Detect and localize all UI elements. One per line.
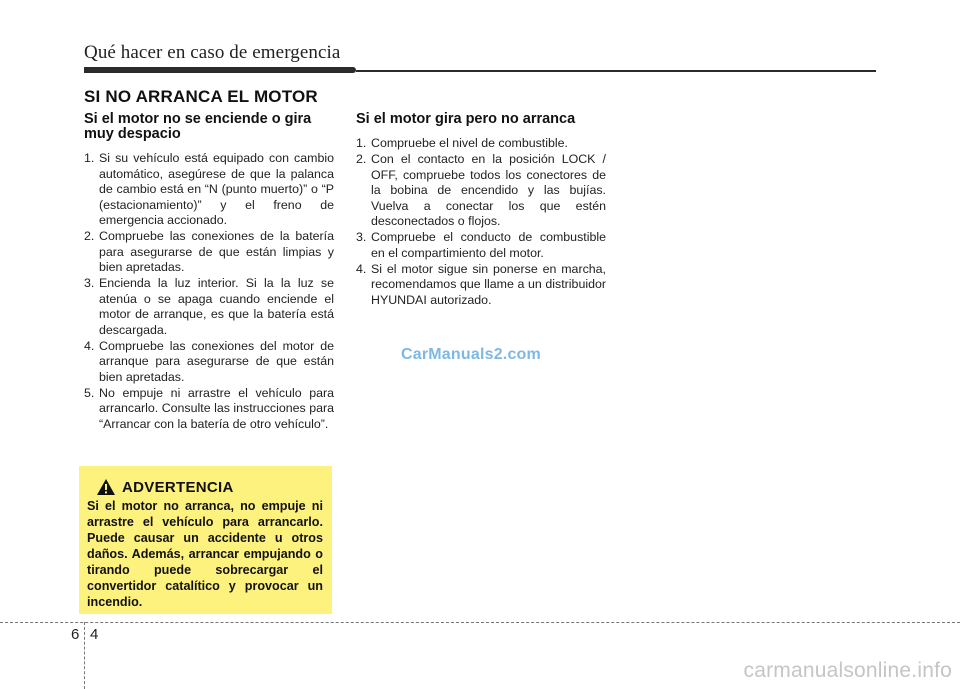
warning-title: ADVERTENCIA bbox=[122, 478, 234, 496]
list-item bbox=[84, 276, 334, 338]
warning-header bbox=[96, 478, 323, 496]
step-number: 4. bbox=[356, 261, 367, 276]
watermark-logo: CarManuals2.com bbox=[401, 346, 541, 363]
step-number: 5. bbox=[84, 385, 95, 400]
step-text: Compruebe las conexiones de la batería para asegurarse de que están limpias y bien apretadas. bbox=[99, 229, 334, 274]
list-item bbox=[84, 229, 334, 276]
list-item bbox=[84, 386, 334, 433]
list-item bbox=[356, 136, 606, 152]
list-item bbox=[84, 151, 334, 229]
header-rule-thin bbox=[356, 70, 876, 72]
step-text: Compruebe el nivel de combustible. bbox=[371, 136, 568, 150]
header-rule-thick bbox=[84, 67, 356, 73]
step-number: 3. bbox=[84, 276, 95, 290]
page-chapter-number: 6 bbox=[71, 626, 80, 643]
step-text: Compruebe las conexiones del motor de arranque para asegurarse de que están bien apretadas. bbox=[99, 338, 334, 384]
section-title: SI NO ARRANCA EL MOTOR bbox=[84, 87, 318, 106]
step-text: Encienda la luz interior. Si la la luz se atenúa o se apaga cuando enciende el motor de arranque, es que la batería está descargada. bbox=[99, 276, 334, 337]
warning-text: Si el motor no arranca, no empuje ni arrastre el vehículo para arrancarlo. Puede causar un accidente u otros daños. Además, arrancar empujando o tirando puede sobrecargar el convertidor catalítico y provocar un incendio. bbox=[87, 499, 323, 609]
list-item bbox=[356, 230, 606, 261]
step-text: Con el contacto en la posición LOCK / OFF, compruebe todos los conectores de la bobina de encendido y las bujías. Vuelva a conectar los que estén desconectados o flojos. bbox=[371, 152, 606, 228]
left-subtitle: Si el motor no se enciende o gira muy despacio bbox=[84, 111, 312, 142]
chapter-header-title: Qué hacer en caso de emergencia bbox=[84, 42, 341, 63]
left-column bbox=[84, 112, 334, 433]
step-number: 4. bbox=[84, 338, 95, 353]
right-column bbox=[356, 112, 606, 309]
page-number: 4 bbox=[90, 626, 99, 643]
list-item bbox=[356, 262, 606, 309]
footer-dotted-rule bbox=[0, 622, 960, 623]
step-number: 1. bbox=[356, 136, 367, 150]
step-text: Si su vehículo está equipado con cambio automático, asegúrese de que la palanca de cambio está en “N (punto muerto)” o “P (estacionamiento)” y el freno de emergencia accionado. bbox=[99, 151, 334, 227]
step-text: Si el motor sigue sin ponerse en marcha, recomendamos que llame a un distribuidor HYUNDAI autorizado. bbox=[371, 261, 606, 307]
warning-box bbox=[79, 466, 332, 614]
warning-triangle-icon bbox=[96, 478, 116, 496]
step-text: Compruebe el conducto de combustible en el compartimiento del motor. bbox=[371, 230, 606, 260]
site-footer-text: carmanualsonline.info bbox=[743, 659, 952, 682]
list-item bbox=[84, 339, 334, 386]
step-number: 2. bbox=[84, 229, 95, 243]
step-number: 1. bbox=[84, 151, 95, 165]
left-steps-list bbox=[84, 151, 334, 432]
step-number: 2. bbox=[356, 152, 367, 166]
step-number: 3. bbox=[356, 230, 367, 244]
list-item bbox=[356, 152, 606, 230]
step-text: No empuje ni arrastre el vehículo para arrancarlo. Consulte las instrucciones para “Arrancar con la batería de otro vehículo”. bbox=[99, 385, 334, 431]
right-subtitle: Si el motor gira pero no arranca bbox=[356, 111, 576, 127]
footer-vertical-rule bbox=[84, 622, 85, 689]
right-steps-list bbox=[356, 136, 606, 308]
